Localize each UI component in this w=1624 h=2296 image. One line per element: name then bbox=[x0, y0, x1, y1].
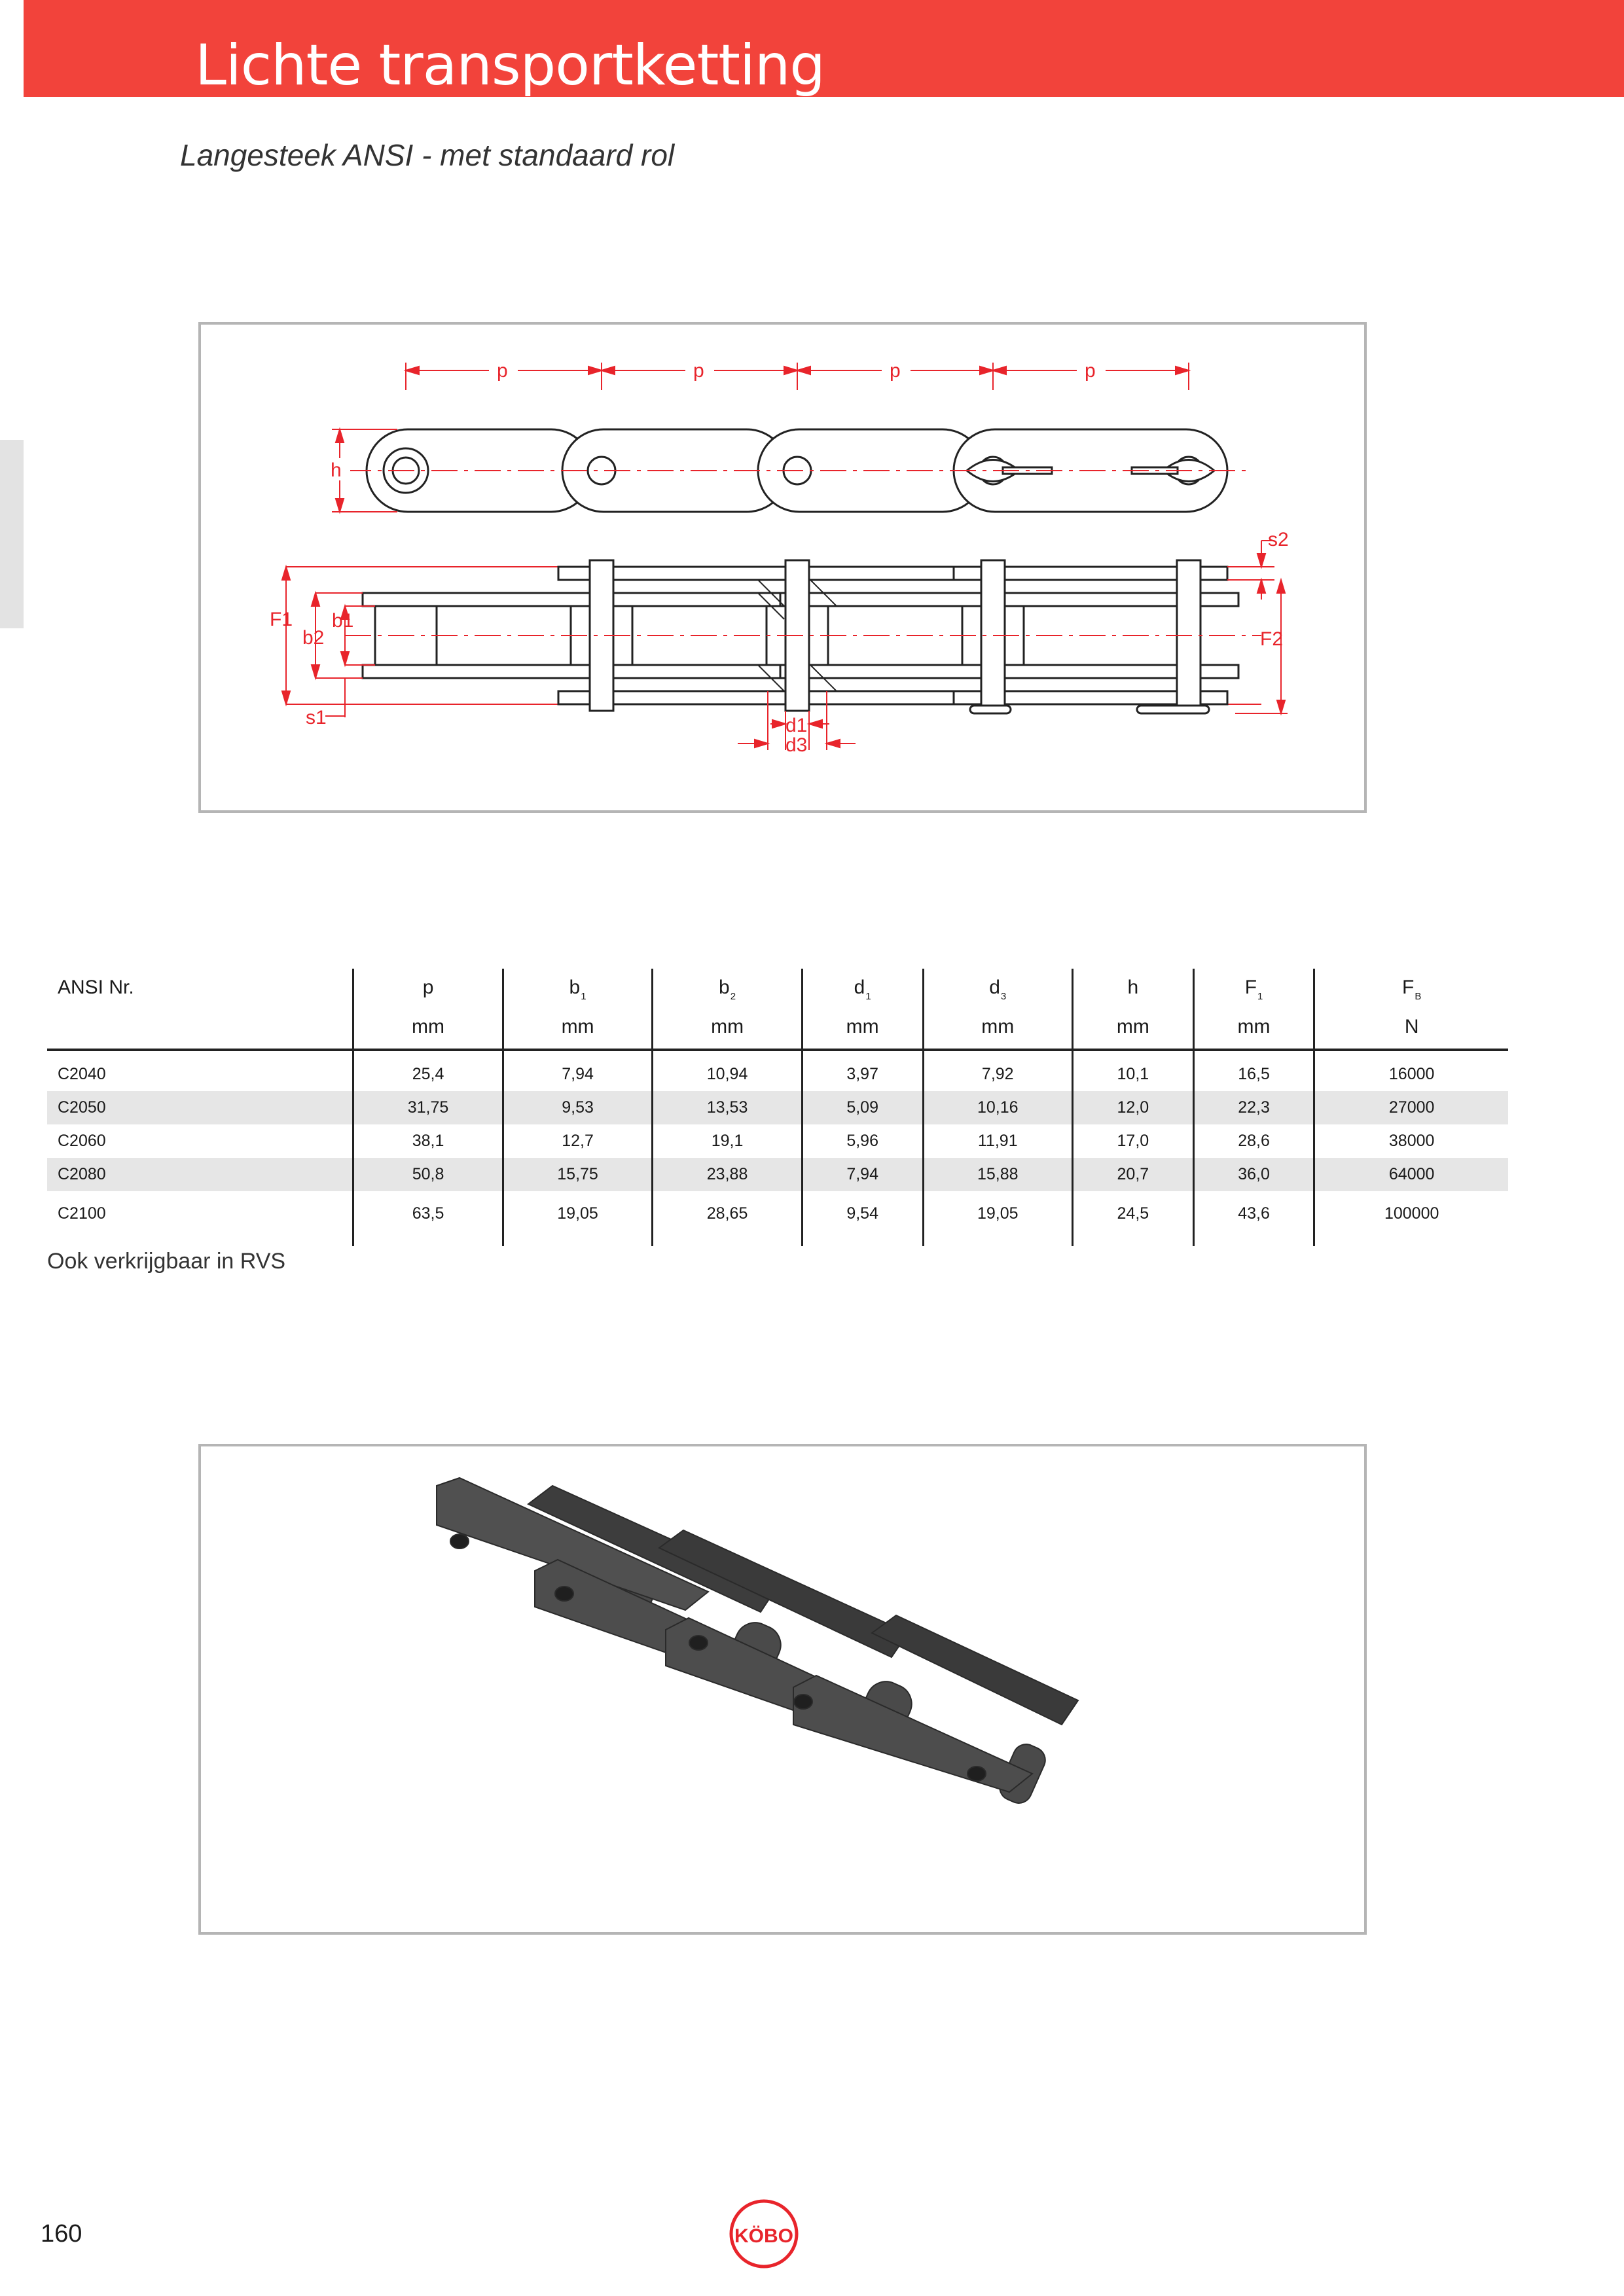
unit-ansi bbox=[47, 1016, 353, 1050]
page-number: 160 bbox=[41, 2220, 82, 2248]
spec-table bbox=[47, 969, 1508, 1246]
label-p-2: p bbox=[693, 360, 704, 382]
unit-fb: N bbox=[1314, 1016, 1508, 1050]
col-header-b1: $b_1$ bbox=[503, 969, 653, 1016]
table-header-row bbox=[47, 969, 1508, 1016]
unit-b2: mm bbox=[653, 1016, 803, 1050]
label-p-3: p bbox=[890, 360, 901, 382]
table-unit-row bbox=[47, 1016, 1508, 1050]
col-header-d1: $d_1$ bbox=[802, 969, 923, 1016]
label-d3: d3 bbox=[785, 734, 808, 756]
label-h: h bbox=[331, 459, 342, 481]
side-tab bbox=[0, 440, 24, 628]
table-row: C2100 63,5 19,05 28,65 9,54 19,05 24,5 43,6 100000 bbox=[47, 1191, 1508, 1246]
header-bar bbox=[24, 0, 1624, 97]
col-header-fb: $F_B$ bbox=[1314, 969, 1508, 1016]
label-d1: d1 bbox=[785, 715, 808, 736]
table-row: C2080 50,8 15,75 23,88 7,94 15,88 20,7 36,0 64000 bbox=[47, 1158, 1508, 1191]
unit-d3: mm bbox=[923, 1016, 1073, 1050]
table-row: C2040 25,4 7,94 10,94 3,97 7,92 10,1 16,5 16000 bbox=[47, 1050, 1508, 1091]
technical-drawing bbox=[201, 325, 1364, 810]
unit-h: mm bbox=[1073, 1016, 1194, 1050]
col-header-h: h bbox=[1073, 969, 1194, 1016]
table-row: C2050 31,75 9,53 13,53 5,09 10,16 12,0 22,3 27000 bbox=[47, 1091, 1508, 1124]
label-s2: s2 bbox=[1268, 529, 1289, 550]
page-subtitle: Langesteek ANSI - met standaard rol bbox=[180, 138, 675, 172]
product-image-frame bbox=[198, 1444, 1367, 1935]
label-b2: b2 bbox=[302, 627, 325, 649]
col-header-b2: $b_2$ bbox=[653, 969, 803, 1016]
technical-drawing-frame bbox=[198, 322, 1367, 813]
chain-product-image bbox=[201, 1446, 1364, 1932]
page-title: Lichte transportketting bbox=[195, 33, 825, 98]
logo-text: KÖBO bbox=[734, 2225, 793, 2247]
label-f1: F1 bbox=[270, 609, 293, 630]
col-header-d3: $d_3$ bbox=[923, 969, 1073, 1016]
label-p-1: p bbox=[497, 360, 508, 382]
table-row: C2060 38,1 12,7 19,1 5,96 11,91 17,0 28,6 38000 bbox=[47, 1124, 1508, 1158]
col-header-ansi: ANSI Nr. bbox=[58, 977, 134, 998]
label-f2: F2 bbox=[1260, 628, 1284, 650]
label-p-4: p bbox=[1085, 360, 1096, 382]
label-s1: s1 bbox=[306, 707, 327, 728]
unit-p: mm bbox=[353, 1016, 503, 1050]
unit-b1: mm bbox=[503, 1016, 653, 1050]
label-b1: b1 bbox=[332, 610, 354, 632]
kobo-logo bbox=[728, 2198, 800, 2270]
unit-f1: mm bbox=[1193, 1016, 1314, 1050]
col-header-p: p bbox=[353, 969, 503, 1016]
availability-note: Ook verkrijgbaar in RVS bbox=[47, 1249, 286, 1274]
unit-d1: mm bbox=[802, 1016, 923, 1050]
col-header-f1: $F_1$ bbox=[1193, 969, 1314, 1016]
